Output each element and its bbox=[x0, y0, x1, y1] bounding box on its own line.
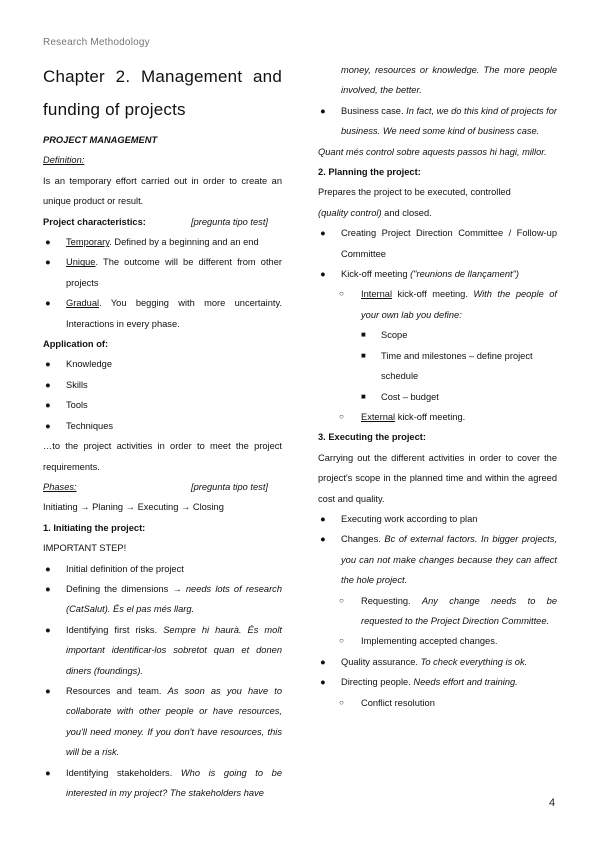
bullet-dot-icon: ● bbox=[45, 624, 51, 635]
sub-list-item: ○ Implementing accepted changes. bbox=[318, 631, 557, 651]
bullet-circle-icon: ○ bbox=[339, 636, 344, 646]
bullet-dot-icon: ● bbox=[320, 228, 326, 239]
bullet-dot-icon: ● bbox=[45, 298, 51, 309]
phases-heading bbox=[43, 477, 282, 497]
phases-note: [pregunta tipo test] bbox=[190, 481, 268, 492]
bullet-dot-icon: ● bbox=[45, 563, 51, 574]
bullet-dot-icon: ● bbox=[320, 656, 326, 667]
phases-flow: Initiating → Planing → Executing → Closing bbox=[43, 502, 224, 513]
test-note: [pregunta tipo test] bbox=[190, 216, 268, 227]
page-number: 4 bbox=[549, 797, 556, 809]
list-item: ● Business case. In fact, we do this kind of projects for business. We need some kind of business case. bbox=[318, 101, 557, 142]
bullet-dot-icon: ● bbox=[320, 269, 326, 280]
bullet-circle-icon: ○ bbox=[339, 289, 344, 299]
continuation-text: money, resources or knowledge. The more people involved, the better. bbox=[341, 65, 557, 96]
chapter-title: Chapter 2. Management and funding of projects bbox=[43, 67, 282, 119]
list-item: ● Identifying first risks. Sempre hi haurà. És molt important identificar-los sobretot quan et donen diners (foundings). bbox=[43, 620, 282, 681]
list-item: ● Knowledge bbox=[43, 354, 282, 374]
bullet-dot-icon: ● bbox=[45, 257, 51, 268]
list-item: ● Kick-off meeting ("reunions de llançament") bbox=[318, 264, 557, 284]
sub-sub-list-item: ■ Scope bbox=[318, 325, 557, 345]
bullet-dot-icon: ● bbox=[45, 237, 51, 248]
bullet-dot-icon: ● bbox=[45, 400, 51, 411]
sub-list-item: ○ Conflict resolution bbox=[318, 693, 557, 713]
right-column bbox=[318, 60, 557, 713]
application-text: …to the project activities in order to meet the project requirements. bbox=[43, 441, 282, 472]
characteristics-label: Project characteristics: bbox=[43, 216, 146, 227]
list-item: ● Identifying stakeholders. Who is going to be interested in my project? The stakeholders have bbox=[43, 763, 282, 804]
left-column bbox=[43, 60, 282, 803]
sub-list-item: ○ Requesting. Any change needs to be requested to the Project Direction Committee. bbox=[318, 591, 557, 632]
definition-text: Is an temporary effort carried out in order to create an unique product or result. bbox=[43, 175, 282, 207]
list-item: ● Executing work according to plan bbox=[318, 509, 557, 529]
list-item: ● Initial definition of the project bbox=[43, 559, 282, 579]
definition-label: Definition: bbox=[43, 155, 85, 166]
step3-title: 3. Executing the project: bbox=[318, 432, 426, 443]
running-header: Research Methodology bbox=[43, 37, 150, 48]
list-item: ● Creating Project Direction Committee / Follow-up Committee bbox=[318, 223, 557, 264]
list-item: ● Gradual. You begging with more uncertainty. Interactions in every phase. bbox=[43, 293, 282, 334]
executing-text: Carrying out the different activities in order to cover the project's scope in the planned time and within the agreed cost and quality. bbox=[318, 452, 557, 504]
bullet-dot-icon: ● bbox=[320, 105, 326, 116]
sub-sub-list-item: ■ Time and milestones – define project schedule bbox=[318, 346, 557, 387]
list-item: ● Tools bbox=[43, 395, 282, 415]
bullet-circle-icon: ○ bbox=[339, 595, 344, 605]
list-item: ● Changes. Bc of external factors. In bigger projects, you can not make changes because they can affect the hole project. bbox=[318, 529, 557, 590]
list-item: ● Skills bbox=[43, 375, 282, 395]
list-item: ● Techniques bbox=[43, 416, 282, 436]
sub-list-item: ○ External kick-off meeting. bbox=[318, 407, 557, 427]
bullet-dot-icon: ● bbox=[45, 767, 51, 778]
list-item: ● Quality assurance. To check everything is ok. bbox=[318, 652, 557, 672]
bullet-dot-icon: ● bbox=[45, 420, 51, 431]
sub-sub-list-item: ■ Cost – budget bbox=[318, 387, 557, 407]
bullet-dot-icon: ● bbox=[45, 359, 51, 370]
bullet-square-icon: ■ bbox=[361, 350, 366, 360]
important-note: IMPORTANT STEP! bbox=[43, 543, 127, 554]
list-item: ● Temporary. Defined by a beginning and an end bbox=[43, 232, 282, 252]
list-item: ● Directing people. Needs effort and training. bbox=[318, 672, 557, 692]
planning-text: Prepares the project to be executed, controlled (quality control) and closed. bbox=[318, 187, 511, 218]
list-item: ● Defining the dimensions → needs lots of research (CatSalut). És el pas més llarg. bbox=[43, 579, 282, 620]
sub-list-item: ○ Internal kick-off meeting. With the people of your own lab you define: bbox=[318, 284, 557, 325]
bullet-circle-icon: ○ bbox=[339, 697, 344, 707]
step1-title: 1. Initiating the project: bbox=[43, 522, 146, 533]
control-note: Quant més control sobre aquests passos hi hagi, millor. bbox=[318, 146, 547, 157]
list-item: ● Resources and team. As soon as you have to collaborate with other people or have resources, you'll need money. If you don't have resources, this will be a risk. bbox=[43, 681, 282, 763]
phases-label: Phases: bbox=[43, 481, 77, 492]
bullet-dot-icon: ● bbox=[320, 677, 326, 688]
step2-title: 2. Planning the project: bbox=[318, 167, 421, 178]
bullet-square-icon: ■ bbox=[361, 391, 366, 401]
bullet-circle-icon: ○ bbox=[339, 411, 344, 421]
list-item: ● Unique. The outcome will be different from other projects bbox=[43, 252, 282, 293]
section-heading: PROJECT MANAGEMENT bbox=[43, 135, 158, 145]
bullet-dot-icon: ● bbox=[45, 583, 51, 594]
bullet-dot-icon: ● bbox=[320, 513, 326, 524]
bullet-square-icon: ■ bbox=[361, 330, 366, 340]
application-label: Application of: bbox=[43, 339, 109, 350]
bullet-dot-icon: ● bbox=[45, 379, 51, 390]
characteristics-heading bbox=[43, 212, 282, 232]
bullet-dot-icon: ● bbox=[320, 534, 326, 545]
bullet-dot-icon: ● bbox=[45, 685, 51, 696]
